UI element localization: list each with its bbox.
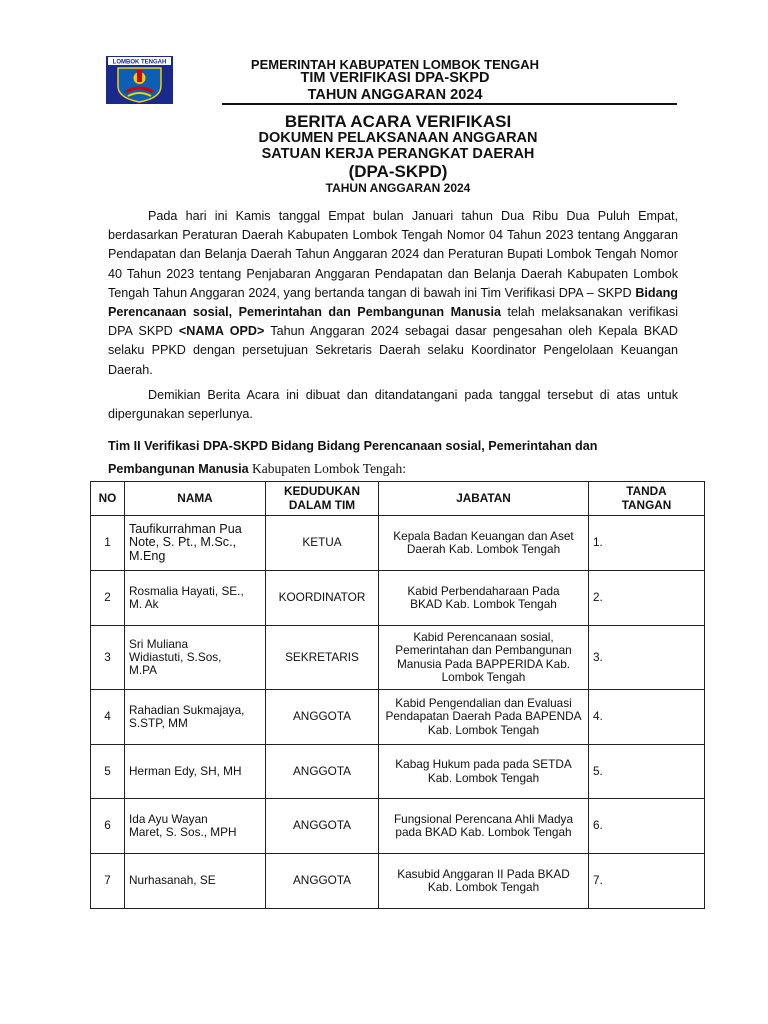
row-jabatan: Kasubid Anggaran II Pada BKAD Kab. Lombok Tengah (379, 854, 589, 909)
table-header-row (91, 482, 705, 516)
paragraph-1 (108, 207, 678, 380)
table-row (91, 516, 705, 571)
document-subtitle-1: DOKUMEN PELAKSANAAN ANGGARAN (258, 130, 538, 146)
paragraph-1-text-b: telah melaksanakan verifikasi DPA SKPD (108, 305, 678, 339)
kop-tim: TIM VERIFIKASI DPA-SKPD (300, 70, 490, 86)
row-kedudukan: ANGGOTA (266, 799, 379, 854)
row-nama: Rosmalia Hayati, SE., M. Ak (125, 571, 266, 626)
row-nama: Sri Muliana Widiastuti, S.Sos, M.PA (125, 626, 266, 690)
row-nama: Ida Ayu Wayan Maret, S. Sos., MPH (125, 799, 266, 854)
team-intro-bold: Tim II Verifikasi DPA-SKPD Bidang Bidang Perencanaan sosial, Pemerintahan dan Pembangunan Manusia (108, 439, 598, 476)
row-tanda-tangan: 7. (589, 854, 705, 909)
header-nama: NAMA (125, 482, 266, 516)
document-title: BERITA ACARA VERIFIKASI (284, 112, 512, 131)
team-intro-rest: Kabupaten Lombok Tengah: (248, 460, 407, 476)
row-no: 3 (91, 626, 125, 690)
paragraph-2: Demikian Berita Acara ini dibuat dan ditandatangani pada tanggal tersebut di atas untuk dipergunakan seperlunya. (108, 388, 678, 422)
row-jabatan: Kabid Pengendalian dan Evaluasi Pendapatan Daerah Pada BAPENDA Kab. Lombok Tengah (379, 690, 589, 745)
document-subtitle-4: TAHUN ANGGARAN 2024 (325, 181, 471, 195)
lombok-tengah-logo (106, 56, 173, 104)
row-kedudukan: ANGGOTA (266, 854, 379, 909)
row-tanda-tangan: 1. (589, 516, 705, 571)
header-tanda-tangan: TANDA TANGAN (589, 482, 705, 516)
team-intro (108, 436, 678, 480)
kop-tahun: TAHUN ANGGARAN 2024 (307, 87, 483, 103)
row-nama: Nurhasanah, SE (125, 854, 266, 909)
table-row (91, 690, 705, 745)
header-jabatan: JABATAN (379, 482, 589, 516)
row-jabatan: Fungsional Perencana Ahli Madya pada BKAD Kab. Lombok Tengah (379, 799, 589, 854)
row-nama: Taufikurrahman Pua Note, S. Pt., M.Sc., M.Eng (125, 516, 266, 571)
row-nama: Herman Edy, SH, MH (125, 745, 266, 799)
row-tanda-tangan: 4. (589, 690, 705, 745)
table-row (91, 626, 705, 690)
row-kedudukan: ANGGOTA (266, 690, 379, 745)
row-kedudukan: KETUA (266, 516, 379, 571)
row-no: 5 (91, 745, 125, 799)
row-tanda-tangan: 6. (589, 799, 705, 854)
row-no: 7 (91, 854, 125, 909)
row-jabatan: Kepala Badan Keuangan dan Aset Daerah Kab. Lombok Tengah (379, 516, 589, 571)
row-kedudukan: SEKRETARIS (266, 626, 379, 690)
paragraph-1-bidang: Bidang Perencanaan sosial, Pemerintahan dan Pembangunan Manusia (108, 285, 678, 320)
row-jabatan: Kabag Hukum pada pada SETDA Kab. Lombok Tengah (379, 745, 589, 799)
paragraph-1-nama-opd: <NAMA OPD> (178, 324, 265, 339)
header-no: NO (91, 482, 125, 516)
kop-pemerintah: PEMERINTAH KABUPATEN LOMBOK TENGAH (250, 57, 540, 72)
header-divider (222, 103, 677, 105)
row-nama: Rahadian Sukmajaya, S.STP, MM (125, 690, 266, 745)
paragraph-1-text-c: Tahun Anggaran 2024 sebagai dasar pengesahan oleh Kepala BKAD selaku PPKD dengan persetujuan Sekretaris Daerah selaku Koordinator Pengelolaan Keuangan Daerah. (108, 324, 678, 377)
table-row (91, 571, 705, 626)
table-row (91, 799, 705, 854)
row-kedudukan: ANGGOTA (266, 745, 379, 799)
logo-text: LOMBOK TENGAH (112, 59, 167, 66)
table-row (91, 745, 705, 799)
team-table (90, 481, 705, 909)
row-no: 1 (91, 516, 125, 571)
row-tanda-tangan: 5. (589, 745, 705, 799)
row-jabatan: Kabid Perencanaan sosial, Pemerintahan dan Pembangunan Manusia Pada BAPPERIDA Kab. Lombok Tengah (379, 626, 589, 690)
row-no: 2 (91, 571, 125, 626)
row-kedudukan: KOORDINATOR (266, 571, 379, 626)
row-no: 4 (91, 690, 125, 745)
table-row (91, 854, 705, 909)
row-no: 6 (91, 799, 125, 854)
row-jabatan: Kabid Perbendaharaan Pada BKAD Kab. Lombok Tengah (379, 571, 589, 626)
document-subtitle-3: (DPA-SKPD) (348, 162, 448, 181)
paragraph-1-text-a: Pada hari ini Kamis tanggal Empat bulan Januari tahun Dua Ribu Dua Puluh Empat, berdasarkan Peraturan Daerah Kabupaten Lombok Tengah Nomor 04 Tahun 2023 tentang Anggaran Pendapatan dan Belanja Daerah Tahun Anggaran 2024 dan Peraturan Bupati Lombok Tengah Nomor 40 Tahun 2023 tentang Penjabaran Anggaran Pendapatan dan Belanja Daerah Kabupaten Lombok Tengah Tahun Anggaran 2024, yang bertanda tangan di bawah ini Tim Verifikasi DPA – SKPD (108, 209, 678, 300)
document-subtitle-2: SATUAN KERJA PERANGKAT DAERAH (261, 146, 535, 162)
row-tanda-tangan: 2. (589, 571, 705, 626)
header-kedudukan: KEDUDUKAN DALAM TIM (266, 482, 379, 516)
row-tanda-tangan: 3. (589, 626, 705, 690)
